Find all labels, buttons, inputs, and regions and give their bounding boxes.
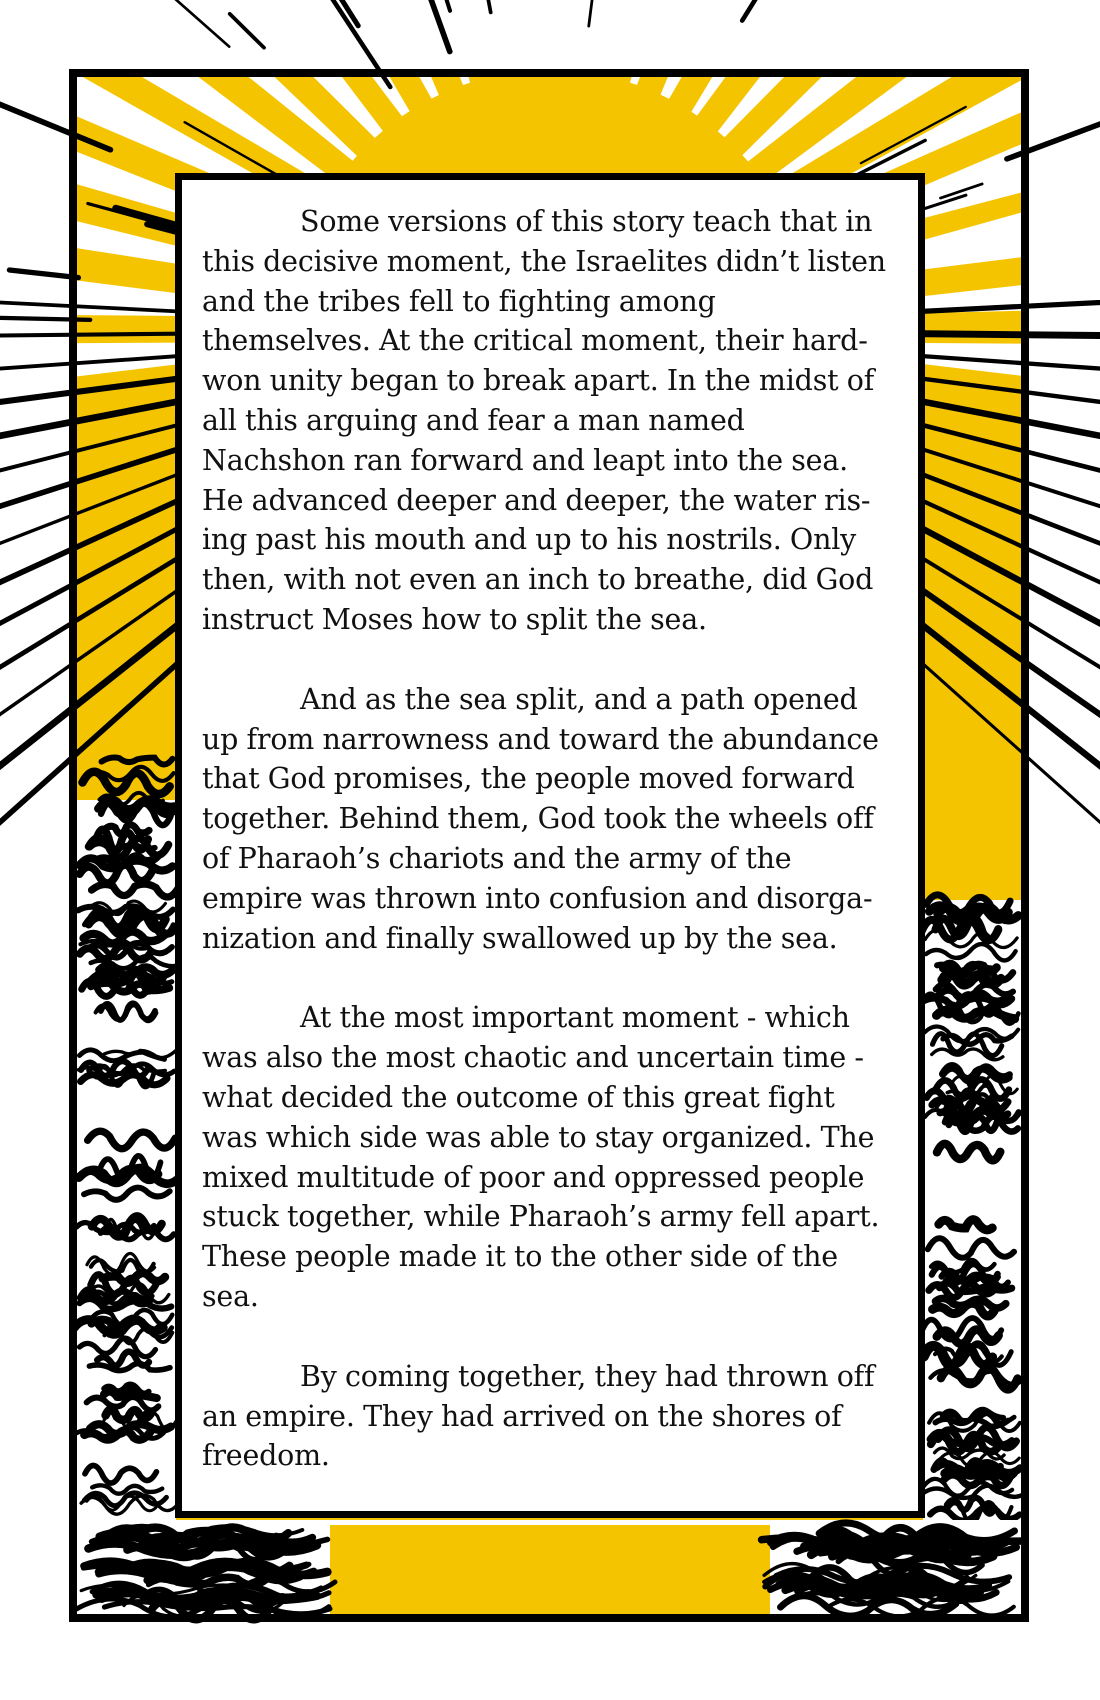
bottom-sea-floor	[76, 1520, 1022, 1620]
ray	[564, 0, 694, 71]
right-sea-wall	[921, 895, 1023, 1615]
paragraph-4: By coming together, they had thrown off an empire. They had arrived on the shores of freedom.	[202, 1359, 875, 1473]
left-sea-wall	[76, 758, 178, 1615]
paragraph-3: At the most important moment - which was also the most chaotic and uncertain time - what decided the outcome of this great fight was which side was able to stay organized. The mixed multitude of poor and oppressed people stuck together, while Pharaoh’s army fell apart. These people made it to the other side of the sea.	[202, 1001, 880, 1313]
path-glow	[330, 1525, 770, 1615]
paragraph-2: And as the sea split, and a path opened up from narrowness and toward the abundance that God promises, the people moved forward together. Behind them, God took the wheels off of Pharaoh’s chariots and the army of the empire was thrown into confusion and disorga-nization and finally swallowed up by the sea.	[202, 682, 879, 955]
text-panel	[175, 173, 925, 1518]
ray-stroke	[589, 0, 603, 26]
paragraph-1: Some versions of this story teach that in this decisive moment, the Israelites didn’t listen and the tribes fell to fighting among themselves. At the critical moment, their hard-won unity began to break apart. In the midst of all this arguing and fear a man named Nachshon ran forward and leapt into the sea. He advanced deeper and deeper, the water ris-ing past his mouth and up to his nostrils. Only then, with not even an inch to breathe, did God instruct Moses how to split the sea.	[202, 205, 886, 636]
